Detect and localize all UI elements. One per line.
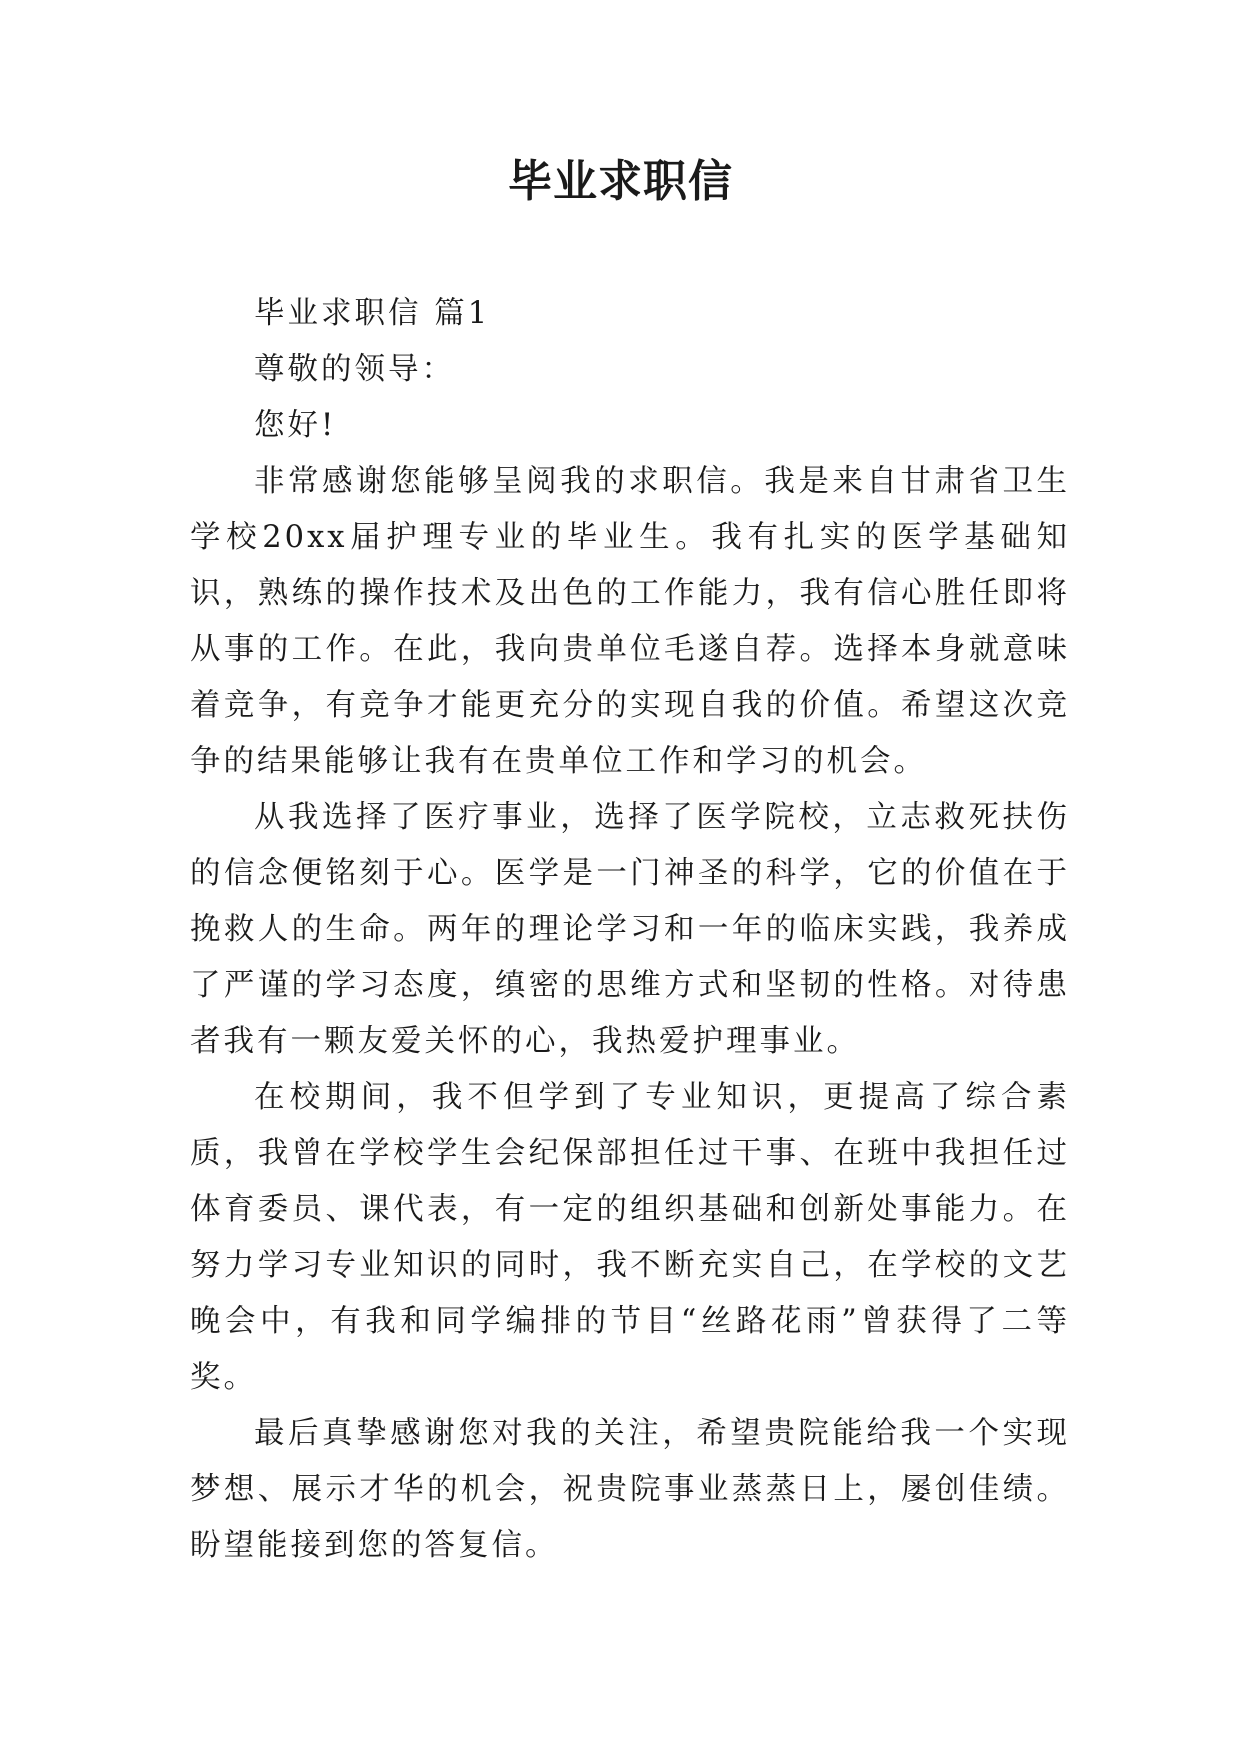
greeting: 您好! [254,408,337,443]
paragraph-closing: 最后真挚感谢您对我的关注，希望贵院能给我一个实现梦想、展示才华的机会，祝贵院事业蒸蒸日上，屡创佳绩。盼望能接到您的答复信。 [190,1416,1070,1563]
section-heading: 毕业求职信 篇1 [254,296,491,331]
paragraph-motivation: 从我选择了医疗事业，选择了医学院校，立志救死扶伤的信念便铭刻于心。医学是一门神圣的科学，它的价值在于挽救人的生命。两年的理论学习和一年的临床实践，我养成了严谨的学习态度，缜密的思维方式和坚韧的性格。对待患者我有一颗友爱关怀的心，我热爱护理事业。 [190,800,1070,1059]
paragraph-intro: 非常感谢您能够呈阅我的求职信。我是来自甘肃省卫生学校20xx届护理专业的毕业生。我有扎实的医学基础知识，熟练的操作技术及出色的工作能力，我有信心胜任即将从事的工作。在此，我向贵单位毛遂自荐。选择本身就意味着竞争，有竞争才能更充分的实现自我的价值。希望这次竞争的结果能够让我有在贵单位工作和学习的机会。 [190,464,1070,779]
salutation: 尊敬的领导： [254,352,455,387]
letter-body [190,286,1070,1574]
page-title: 毕业求职信 [508,156,733,207]
paragraph-school-experience: 在校期间，我不但学到了专业知识，更提高了综合素质，我曾在学校学生会纪保部担任过干事、在班中我担任过体育委员、课代表，有一定的组织基础和创新处事能力。在努力学习专业知识的同时，我不断充实自己，在学校的文艺晚会中，有我和同学编排的节目“丝路花雨”曾获得了二等奖。 [190,1080,1070,1395]
